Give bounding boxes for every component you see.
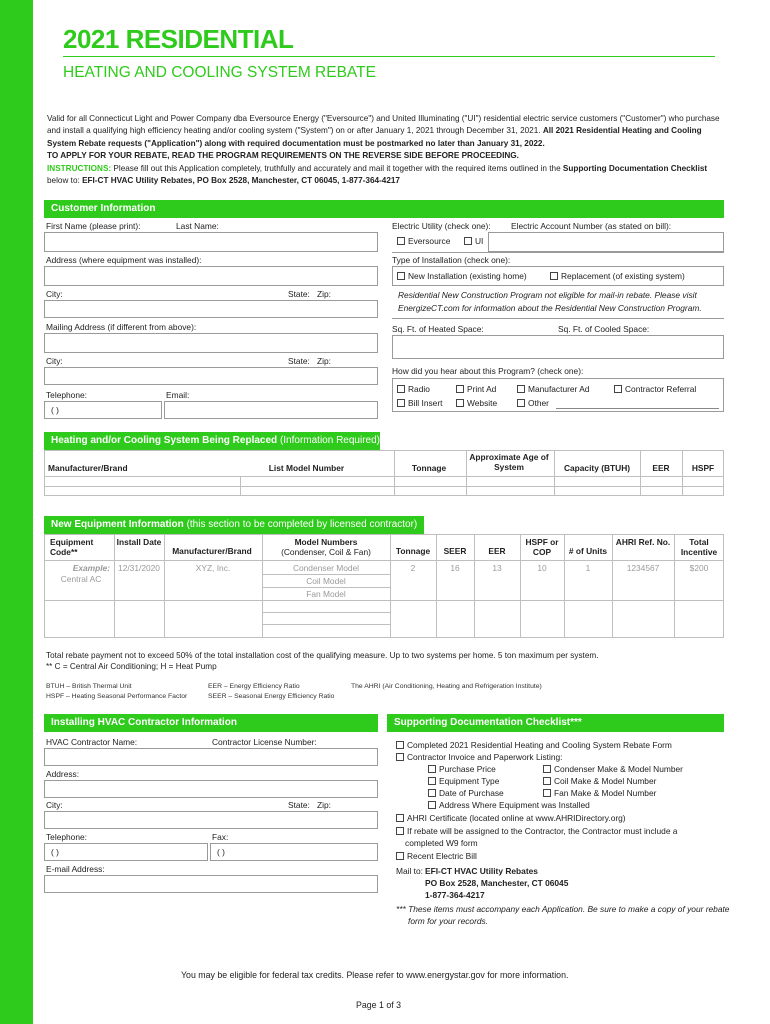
checkbox-icon [397, 385, 405, 393]
rebate-note: Total rebate payment not to exceed 50% of the total installation cost of the qualifying measure. Up to two systems per home. 5 ton maximum per system. [46, 651, 599, 660]
checkbox-icon [397, 237, 405, 245]
example-hspf: 10 [537, 563, 547, 573]
checklist-note-2: form for your records. [408, 916, 489, 926]
checkbox-icon [428, 777, 436, 785]
checklist-coil[interactable]: Coil Make & Model Number [543, 776, 656, 786]
page-number: Page 1 of 3 [356, 1000, 401, 1010]
telephone-field[interactable]: ( ) [44, 401, 162, 419]
example-total: $200 [689, 563, 709, 573]
telephone-label: Telephone: [46, 390, 87, 400]
hspf-definition: HSPF – Heating Seasonal Performance Factor [46, 693, 188, 700]
contractor-city-field[interactable] [44, 811, 378, 829]
radio-checkbox[interactable]: Radio [397, 384, 430, 394]
city-label: City: [46, 289, 63, 299]
mail-to-line-3: 1-877-364-4217 [425, 890, 485, 900]
checkbox-icon [464, 237, 472, 245]
eer-definition: EER – Energy Efficiency Ratio [208, 683, 300, 690]
mailing-address-label: Mailing Address (if different from above): [46, 322, 197, 332]
checkbox-icon [397, 399, 405, 407]
account-number-label: Electric Account Number (as stated on bill): [511, 221, 672, 231]
mail-to-line-1: EFI-CT HVAC Utility Rebates [425, 866, 538, 876]
email-field[interactable] [164, 401, 378, 419]
checklist-fan[interactable]: Fan Make & Model Number [543, 788, 656, 798]
tax-credit-note: You may be eligible for federal tax credits. Please refer to www.energystar.gov for more information. [181, 970, 569, 980]
example-condenser: Condenser Model [292, 563, 360, 573]
manufacturer-ad-checkbox[interactable]: Manufacturer Ad [517, 384, 589, 394]
checkbox-icon [456, 385, 464, 393]
contractor-state-label: State: [288, 800, 310, 810]
col-ahri: AHRI Ref. No. [615, 537, 671, 547]
checklist-purchase-price[interactable]: Purchase Price [428, 764, 496, 774]
col-line [164, 534, 165, 638]
col-line [554, 450, 555, 496]
col-total-incentive: Total Incentive [680, 537, 718, 557]
contractor-telephone-label: Telephone: [46, 832, 87, 842]
btuh-definition: BTUH – British Thermal Unit [46, 683, 132, 690]
example-fan: Fan Model [306, 589, 346, 599]
checklist-condenser[interactable]: Condenser Make & Model Number [543, 764, 683, 774]
sqft-cooled-label: Sq. Ft. of Cooled Space: [558, 324, 650, 334]
first-name-label: First Name (please print): [46, 221, 141, 231]
col-hspf-cop: HSPF or COP [525, 537, 559, 557]
replaced-manufacturer-cell[interactable] [45, 477, 239, 486]
ui-checkbox[interactable]: UI [464, 236, 483, 246]
example-brand: XYZ, Inc. [195, 563, 231, 573]
code-note: ** C = Central Air Conditioning; H = Heat Pump [46, 662, 217, 671]
customer-info-header: Customer Information [44, 200, 724, 218]
construction-note: Residential New Construction Program not eligible for mail-in rebate. Please visit [398, 290, 697, 300]
checkbox-icon [396, 814, 404, 822]
license-number-label: Contractor License Number: [212, 737, 317, 747]
installation-type-label: Type of Installation (check one): [392, 255, 511, 265]
checkbox-icon [543, 789, 551, 797]
checklist-equipment-type[interactable]: Equipment Type [428, 776, 499, 786]
col-line [674, 534, 675, 638]
col-approx-age: Approximate Age of System [469, 452, 549, 472]
col-line [436, 534, 437, 638]
col-capacity: Capacity (BTUH) [563, 463, 631, 473]
email-label: Email: [166, 390, 190, 400]
col-tonnage: Tonnage [411, 463, 447, 473]
sqft-heated-label: Sq. Ft. of Heated Space: [392, 324, 484, 334]
checkbox-icon [396, 852, 404, 860]
col-line [682, 450, 683, 496]
checkbox-icon [517, 399, 525, 407]
checklist-w9[interactable]: If rebate will be assigned to the Contractor, the Contractor must include a [396, 826, 677, 836]
checklist-electric-bill[interactable]: Recent Electric Bill [396, 851, 477, 861]
checklist-header: Supporting Documentation Checklist*** [387, 714, 724, 732]
col-seer: SEER [443, 546, 467, 556]
col-line [520, 534, 521, 638]
contractor-email-field[interactable] [44, 875, 378, 893]
city-state-zip-field[interactable] [44, 300, 378, 318]
mailing-zip-label: Zip: [317, 356, 331, 366]
construction-note-2: EnergizeCT.com for information about the Residential New Construction Program. [398, 303, 702, 313]
mailing-address-field[interactable] [44, 333, 378, 353]
address-label: Address (where equipment was installed): [46, 255, 202, 265]
col-model-numbers: Model Numbers (Condenser, Coil & Fan) [281, 537, 371, 557]
col-eer: EER [652, 463, 670, 473]
checkbox-icon [456, 399, 464, 407]
example-coil: Coil Model [306, 576, 346, 586]
col-list-model: List Model Number [268, 463, 345, 473]
hear-about-label: How did you hear about this Program? (check one): [392, 366, 584, 376]
checklist-invoice[interactable]: Contractor Invoice and Paperwork Listing: [396, 752, 562, 762]
col-line [640, 450, 641, 496]
sqft-field[interactable] [392, 335, 724, 359]
mailing-state-label: State: [288, 356, 310, 366]
contractor-info-header: Installing HVAC Contractor Information [44, 714, 378, 732]
col-units: # of Units [568, 546, 608, 556]
col-new-eer: EER [488, 546, 506, 556]
checklist-note: *** These items must accompany each Application. Be sure to make a copy of your rebate [396, 904, 730, 914]
checklist-completed-form[interactable]: Completed 2021 Residential Heating and Cooling System Rebate Form [396, 740, 672, 750]
contractor-email-label: E-mail Address: [46, 864, 105, 874]
example-tonnage: 2 [410, 563, 416, 573]
print-ad-checkbox[interactable]: Print Ad [456, 384, 496, 394]
col-line [114, 534, 115, 638]
replaced-table [44, 450, 724, 496]
contractor-fax-label: Fax: [212, 832, 229, 842]
contractor-city-label: City: [46, 800, 63, 810]
checklist-date-of-purchase[interactable]: Date of Purchase [428, 788, 504, 798]
checkbox-icon [428, 801, 436, 809]
checkbox-icon [396, 741, 404, 749]
col-line [564, 534, 565, 638]
checkbox-icon [428, 789, 436, 797]
mailing-city-label: City: [46, 356, 63, 366]
checkbox-icon [543, 765, 551, 773]
state-label: State: [288, 289, 310, 299]
contractor-name-field[interactable] [44, 748, 378, 766]
col-line [394, 450, 395, 496]
contractor-zip-label: Zip: [317, 800, 331, 810]
checkbox-icon [396, 753, 404, 761]
col-new-tonnage: Tonnage [395, 546, 431, 556]
zip-label: Zip: [317, 289, 331, 299]
col-line [612, 534, 613, 638]
example-units: 1 [585, 563, 591, 573]
contractor-address-label: Address: [46, 769, 80, 779]
replaced-model-cell[interactable] [241, 477, 393, 486]
row-line [262, 574, 390, 575]
checkbox-icon [517, 385, 525, 393]
col-equipment-code: Equipment Code** [50, 537, 94, 557]
contractor-fax-field[interactable]: ( ) [210, 843, 378, 861]
checkbox-icon [614, 385, 622, 393]
other-input-line[interactable] [556, 408, 719, 409]
account-number-field[interactable] [488, 232, 724, 252]
example-ahri: 1234567 [626, 563, 660, 573]
checklist-install-address[interactable]: Address Where Equipment was Installed [428, 800, 590, 810]
new-equipment-code-cell[interactable] [45, 601, 113, 637]
electric-utility-label: Electric Utility (check one): [392, 221, 491, 231]
col-line [466, 450, 467, 496]
checkbox-icon [428, 765, 436, 773]
col-manufacturer: Manufacturer/Brand [48, 463, 128, 473]
checkbox-icon [396, 827, 404, 835]
seer-definition: SEER – Seasonal Energy Efficiency Ratio [208, 693, 335, 700]
checklist-w9-continued: completed W9 form [405, 838, 478, 848]
row-line [44, 560, 724, 561]
row-line [44, 486, 724, 487]
example-seer: 16 [450, 563, 460, 573]
green-side-band [0, 0, 33, 1024]
col-line [474, 534, 475, 638]
address-field[interactable] [44, 266, 378, 286]
replaced-system-header: Heating and/or Cooling System Being Replaced (Information Required) [44, 432, 380, 450]
new-equipment-header: New Equipment Information (this section to be completed by licensed contractor) [44, 516, 424, 534]
mail-to-line-2: PO Box 2528, Manchester, CT 06045 [425, 878, 569, 888]
intro-text: Valid for all Connecticut Light and Power Company dba Eversource Energy ("Eversource") and United Illuminating ("UI") residential electric service customers ("Customer") who purchase and install a qualifying high efficiency heating and/or cooling system ("System") on or after January 1, 2021 through December 31, 2021. All 2021 Residential Heating and Cooling System Rebate requests ("Application") along with required documentation must be postmarked no later than January 31, 2022. TO APPLY FOR YOUR REBATE, READ THE PROGRAM REQUIREMENTS ON THE REVERSE SIDE BEFORE PROCEEDING. INSTRUCTIONS: Please fill out this Application completely, truthfully and accurately and mail it together with the required items outlined in the Supporting Documentation Checklist below to: EFI-CT HVAC Utility Rebates, PO Box 2528, Manchester, CT 06045, 1-877-364-4217 [47, 114, 720, 186]
col-hspf: HSPF [691, 463, 715, 473]
page-subtitle: HEATING AND COOLING SYSTEM REBATE [63, 64, 376, 81]
mail-to-label: Mail to: [396, 866, 423, 876]
example-code: Central AC [60, 574, 102, 584]
contractor-name-label: HVAC Contractor Name: [46, 737, 138, 747]
contractor-referral-checkbox[interactable]: Contractor Referral [614, 384, 696, 394]
divider [392, 318, 724, 319]
checkbox-icon [543, 777, 551, 785]
mailing-city-field[interactable] [44, 367, 378, 385]
ahri-definition: The AHRI (Air Conditioning, Heating and Refrigeration Institute) [351, 683, 542, 690]
website-checkbox[interactable]: Website [456, 398, 497, 408]
col-install-date: Install Date [116, 537, 162, 547]
replacement-checkbox[interactable]: Replacement (of existing system) [550, 271, 685, 281]
example-eer: 13 [492, 563, 502, 573]
divider [392, 252, 724, 253]
last-name-label: Last Name: [176, 221, 219, 231]
new-installation-checkbox[interactable]: New Installation (existing home) [397, 271, 527, 281]
checklist-ahri[interactable]: AHRI Certificate (located online at www.AHRIDirectory.org) [396, 813, 626, 823]
title-divider [63, 56, 715, 57]
eversource-checkbox[interactable]: Eversource [397, 236, 450, 246]
row-line [262, 587, 390, 588]
bill-insert-checkbox[interactable]: Bill Insert [397, 398, 442, 408]
installation-type-field [392, 266, 724, 286]
name-field[interactable] [44, 232, 378, 252]
contractor-telephone-field[interactable]: ( ) [44, 843, 208, 861]
col-line [390, 534, 391, 638]
example-date: 12/31/2020 [118, 563, 160, 573]
col-manufacturer-brand: Manufacturer/Brand [172, 546, 252, 556]
contractor-address-field[interactable] [44, 780, 378, 798]
example-label: Example: [72, 563, 110, 573]
new-model-cell[interactable] [263, 601, 389, 637]
page-title: 2021 RESIDENTIAL [63, 24, 294, 54]
other-checkbox[interactable]: Other [517, 398, 549, 408]
